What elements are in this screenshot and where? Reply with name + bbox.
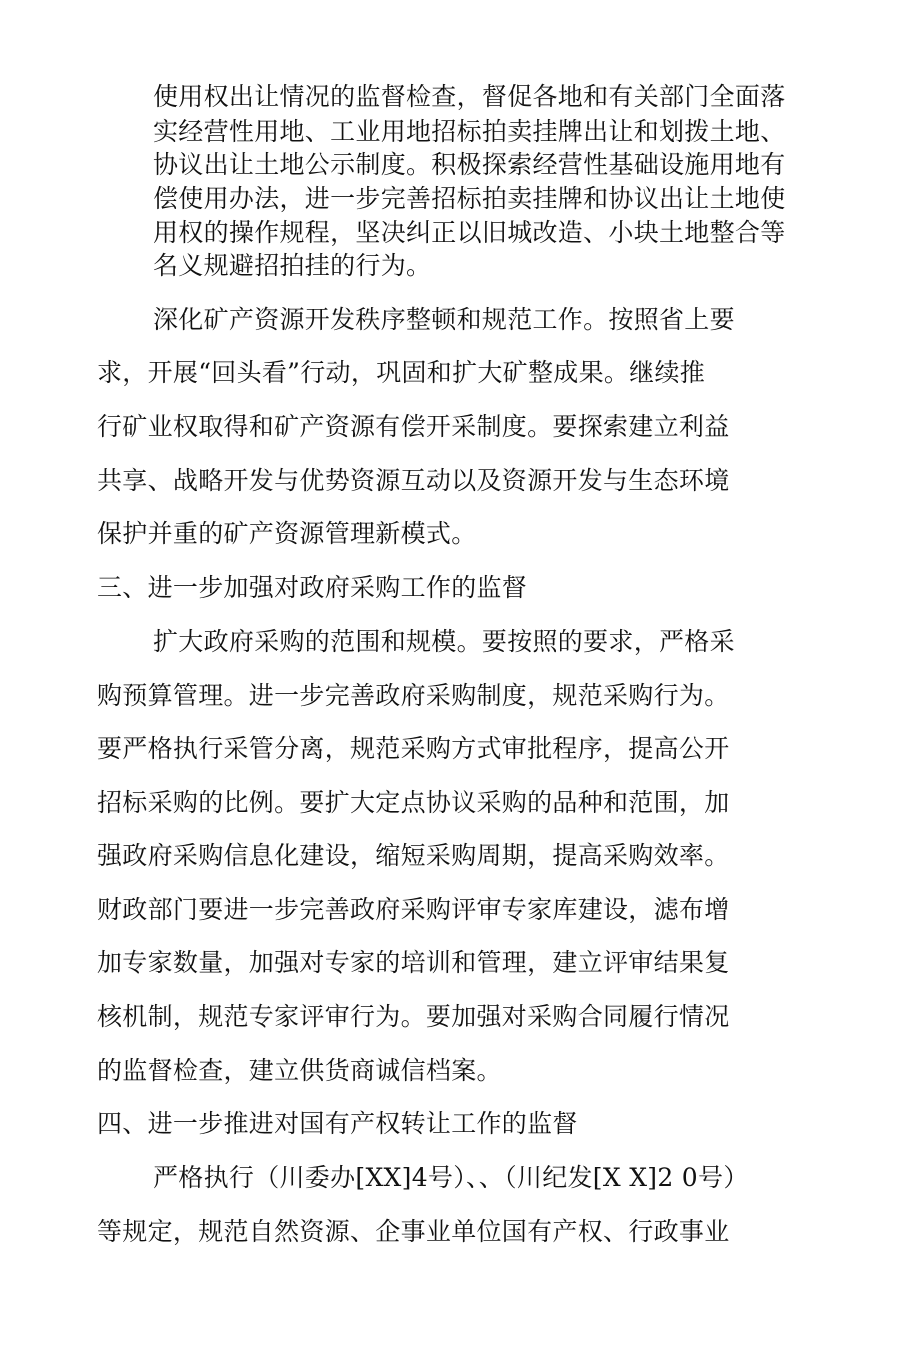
text-line: 共享、战略开发与优势资源互动以及资源开发与生态环境 [97, 466, 730, 495]
text-line: 用权的操作规程，坚决纠正以旧城改造、小块土地整合等 [153, 218, 786, 247]
text-line: 实经营性用地、工业用地招标拍卖挂牌出让和划拨土地、 [153, 117, 786, 146]
text-line: 求，开展“回头看”行动，巩固和扩大矿整成果。继续推 [97, 358, 706, 387]
text-line: 等规定，规范自然资源、企事业单位国有产权、行政事业 [97, 1217, 730, 1246]
text-line: 招标采购的比例。要扩大定点协议采购的品种和范围，加 [97, 788, 730, 817]
text-line: 加专家数量，加强对专家的培训和管理，建立评审结果复 [97, 948, 730, 977]
text-line: 购预算管理。进一步完善政府采购制度，规范采购行为。 [97, 681, 730, 710]
text-line: 行矿业权取得和矿产资源有偿开采制度。要探索建立利益 [97, 412, 730, 441]
text-line: 名义规避招拍挂的行为。 [153, 251, 432, 280]
text-line: 的监督检查，建立供货商诚信档案。 [97, 1056, 502, 1085]
paragraph-first-line: 扩大政府采购的范围和规模。要按照的要求，严格采 [153, 627, 735, 656]
text-line: 使用权出让情况的监督检查，督促各地和有关部门全面落 [153, 82, 786, 111]
text-line: 强政府采购信息化建设，缩短采购周期，提高采购效率。 [97, 841, 730, 870]
paragraph-first-line: 严格执行（川委办[XX]4号）、、（川纪发[X X]2 0号） [153, 1163, 749, 1192]
section-heading-4: 四、进一步推进对国有产权转让工作的监督 [97, 1109, 578, 1138]
text-line: 协议出让土地公示制度。积极探索经营性基础设施用地有 [153, 150, 786, 179]
text-line: 保护并重的矿产资源管理新模式。 [97, 519, 477, 548]
text-line: 要严格执行采管分离，规范采购方式审批程序，提高公开 [97, 734, 730, 763]
paragraph-first-line: 深化矿产资源开发秩序整顿和规范工作。按照省上要 [153, 305, 735, 334]
text-line: 核机制，规范专家评审行为。要加强对采购合同履行情况 [97, 1002, 730, 1031]
text-line: 偿使用办法，进一步完善招标拍卖挂牌和协议出让土地使 [153, 184, 786, 213]
section-heading-3: 三、进一步加强对政府采购工作的监督 [97, 573, 528, 602]
text-line: 财政部门要进一步完善政府采购评审专家库建设，滤布增 [97, 895, 730, 924]
